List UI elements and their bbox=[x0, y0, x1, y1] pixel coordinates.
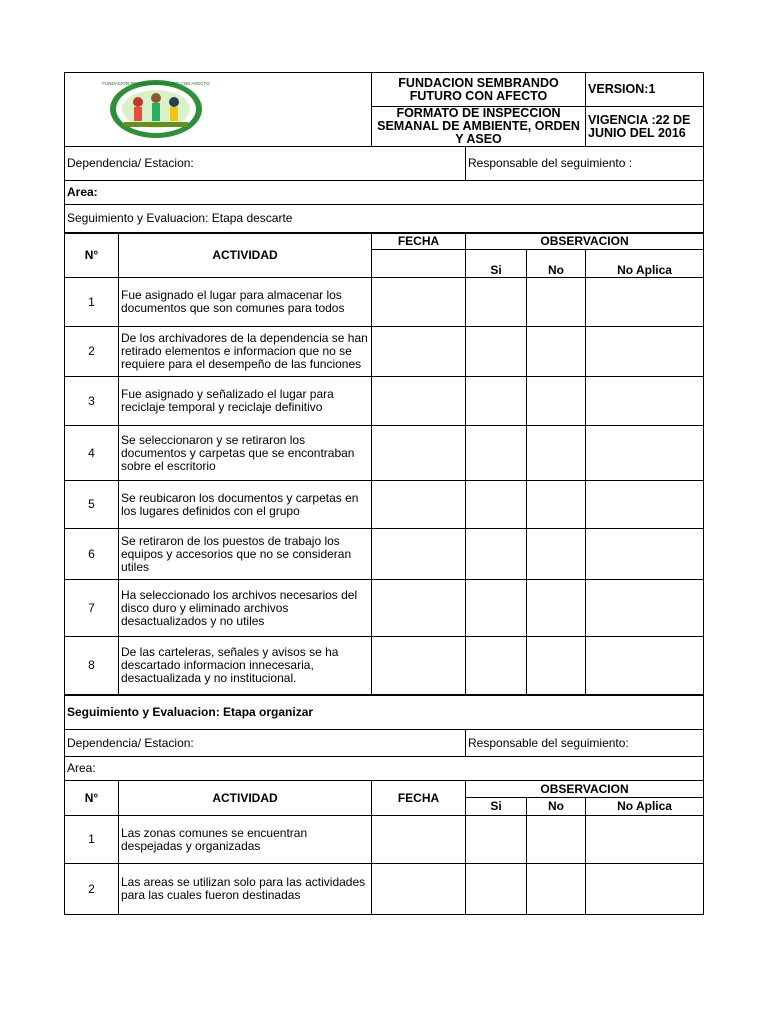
col-actividad-2: ACTIVIDAD bbox=[119, 781, 372, 816]
no-aplica-cell[interactable] bbox=[586, 481, 704, 529]
row-num: 4 bbox=[65, 426, 119, 481]
no-cell[interactable] bbox=[527, 529, 586, 580]
row-num: 1 bbox=[65, 816, 119, 864]
fecha-cell[interactable] bbox=[372, 816, 466, 864]
row-num: 7 bbox=[65, 580, 119, 637]
col-num-2: N° bbox=[65, 781, 119, 816]
stage-title-descarte: Seguimiento y Evaluacion: Etapa descarte bbox=[65, 205, 704, 233]
no-aplica-cell[interactable] bbox=[586, 426, 704, 481]
row-activity: Se reubicaron los documentos y carpetas en los lugares definidos con el grupo bbox=[119, 481, 372, 529]
fecha-subcell bbox=[372, 250, 466, 278]
table-row bbox=[65, 864, 704, 915]
version: VERSION:1 bbox=[586, 73, 704, 107]
table-row bbox=[65, 278, 704, 327]
no-cell[interactable] bbox=[527, 816, 586, 864]
table-row bbox=[65, 327, 704, 377]
row-num: 3 bbox=[65, 377, 119, 426]
no-cell[interactable] bbox=[527, 327, 586, 377]
fecha-cell[interactable] bbox=[372, 481, 466, 529]
col-no-2: No bbox=[527, 798, 586, 816]
dependencia-field-2[interactable]: Dependencia/ Estacion: bbox=[65, 730, 466, 757]
si-cell[interactable] bbox=[466, 580, 527, 637]
fecha-cell[interactable] bbox=[372, 426, 466, 481]
row-activity: Se seleccionaron y se retiraron los documentos y carpetas que se encontraban sobre el escritorio bbox=[119, 426, 372, 481]
row-num: 8 bbox=[65, 637, 119, 695]
format-title: FORMATO DE INSPECCION SEMANAL DE AMBIENTE, ORDEN Y ASEO bbox=[372, 107, 586, 147]
table-row bbox=[65, 481, 704, 529]
foundation-logo bbox=[68, 76, 368, 140]
row-activity: Ha seleccionado los archivos necesarios del disco duro y eliminado archivos desactualizados y no utiles bbox=[119, 580, 372, 637]
no-cell[interactable] bbox=[527, 580, 586, 637]
table-row bbox=[65, 816, 704, 864]
fecha-cell[interactable] bbox=[372, 529, 466, 580]
col-fecha: FECHA bbox=[372, 233, 466, 250]
area-field[interactable]: Area: bbox=[65, 181, 704, 205]
si-cell[interactable] bbox=[466, 377, 527, 426]
si-cell[interactable] bbox=[466, 637, 527, 695]
col-fecha-2: FECHA bbox=[372, 781, 466, 816]
no-cell[interactable] bbox=[527, 637, 586, 695]
table-row bbox=[65, 529, 704, 580]
row-activity: Las areas se utilizan solo para las actividades para las cuales fueron destinadas bbox=[119, 864, 372, 915]
logo-ring-text: FUNDACION SEMBRANDO FUTURO CON AFECTO bbox=[102, 81, 210, 86]
no-aplica-cell[interactable] bbox=[586, 377, 704, 426]
responsable-field[interactable]: Responsable del seguimiento : bbox=[466, 147, 704, 181]
responsable-field-2[interactable]: Responsable del seguimiento: bbox=[466, 730, 704, 757]
logo-cell bbox=[65, 73, 372, 147]
fecha-cell[interactable] bbox=[372, 278, 466, 327]
row-activity: De las carteleras, señales y avisos se ha descartado informacion innecesaria, desactualizada y no institucional. bbox=[119, 637, 372, 695]
col-actividad: ACTIVIDAD bbox=[119, 233, 372, 278]
area-field-2[interactable]: Area: bbox=[65, 757, 704, 781]
org-name: FUNDACION SEMBRANDO FUTURO CON AFECTO bbox=[372, 73, 586, 107]
row-activity: Se retiraron de los puestos de trabajo los equipos y accesorios que no se consideran utiles bbox=[119, 529, 372, 580]
inspection-form bbox=[64, 72, 704, 915]
fecha-cell[interactable] bbox=[372, 637, 466, 695]
row-activity: Las zonas comunes se encuentran despejadas y organizadas bbox=[119, 816, 372, 864]
form-table bbox=[64, 72, 704, 915]
stage-title-organizar: Seguimiento y Evaluacion: Etapa organizar bbox=[65, 695, 704, 730]
row-activity: Fue asignado y señalizado el lugar para reciclaje temporal y reciclaje definitivo bbox=[119, 377, 372, 426]
col-si-2: Si bbox=[466, 798, 527, 816]
row-num: 2 bbox=[65, 327, 119, 377]
fecha-cell[interactable] bbox=[372, 327, 466, 377]
si-cell[interactable] bbox=[466, 481, 527, 529]
si-cell[interactable] bbox=[466, 327, 527, 377]
col-no-aplica-2: No Aplica bbox=[586, 798, 704, 816]
no-aplica-cell[interactable] bbox=[586, 529, 704, 580]
no-aplica-cell[interactable] bbox=[586, 637, 704, 695]
fecha-cell[interactable] bbox=[372, 377, 466, 426]
col-num: N° bbox=[65, 233, 119, 278]
no-cell[interactable] bbox=[527, 481, 586, 529]
dependencia-field[interactable]: Dependencia/ Estacion: bbox=[65, 147, 466, 181]
row-activity: Fue asignado el lugar para almacenar los documentos que son comunes para todos bbox=[119, 278, 372, 327]
si-cell[interactable] bbox=[466, 864, 527, 915]
col-observacion: OBSERVACION bbox=[466, 233, 704, 250]
table-row bbox=[65, 637, 704, 695]
col-no-aplica: No Aplica bbox=[586, 250, 704, 278]
si-cell[interactable] bbox=[466, 278, 527, 327]
no-aplica-cell[interactable] bbox=[586, 816, 704, 864]
row-activity: De los archivadores de la dependencia se han retirado elementos e informacion que no se requiere para el desempeño de las funciones bbox=[119, 327, 372, 377]
no-aplica-cell[interactable] bbox=[586, 580, 704, 637]
no-cell[interactable] bbox=[527, 426, 586, 481]
row-num: 1 bbox=[65, 278, 119, 327]
no-aplica-cell[interactable] bbox=[586, 278, 704, 327]
fecha-cell[interactable] bbox=[372, 864, 466, 915]
fecha-cell[interactable] bbox=[372, 580, 466, 637]
row-num: 6 bbox=[65, 529, 119, 580]
si-cell[interactable] bbox=[466, 426, 527, 481]
no-aplica-cell[interactable] bbox=[586, 327, 704, 377]
row-num: 5 bbox=[65, 481, 119, 529]
table-row bbox=[65, 426, 704, 481]
vigencia: VIGENCIA :22 DE JUNIO DEL 2016 bbox=[586, 107, 704, 147]
no-cell[interactable] bbox=[527, 278, 586, 327]
col-no: No bbox=[527, 250, 586, 278]
col-observacion-2: OBSERVACION bbox=[466, 781, 704, 798]
no-cell[interactable] bbox=[527, 864, 586, 915]
no-aplica-cell[interactable] bbox=[586, 864, 704, 915]
si-cell[interactable] bbox=[466, 816, 527, 864]
row-num: 2 bbox=[65, 864, 119, 915]
si-cell[interactable] bbox=[466, 529, 527, 580]
col-si: Si bbox=[466, 250, 527, 278]
table-row bbox=[65, 580, 704, 637]
table-row bbox=[65, 377, 704, 426]
no-cell[interactable] bbox=[527, 377, 586, 426]
